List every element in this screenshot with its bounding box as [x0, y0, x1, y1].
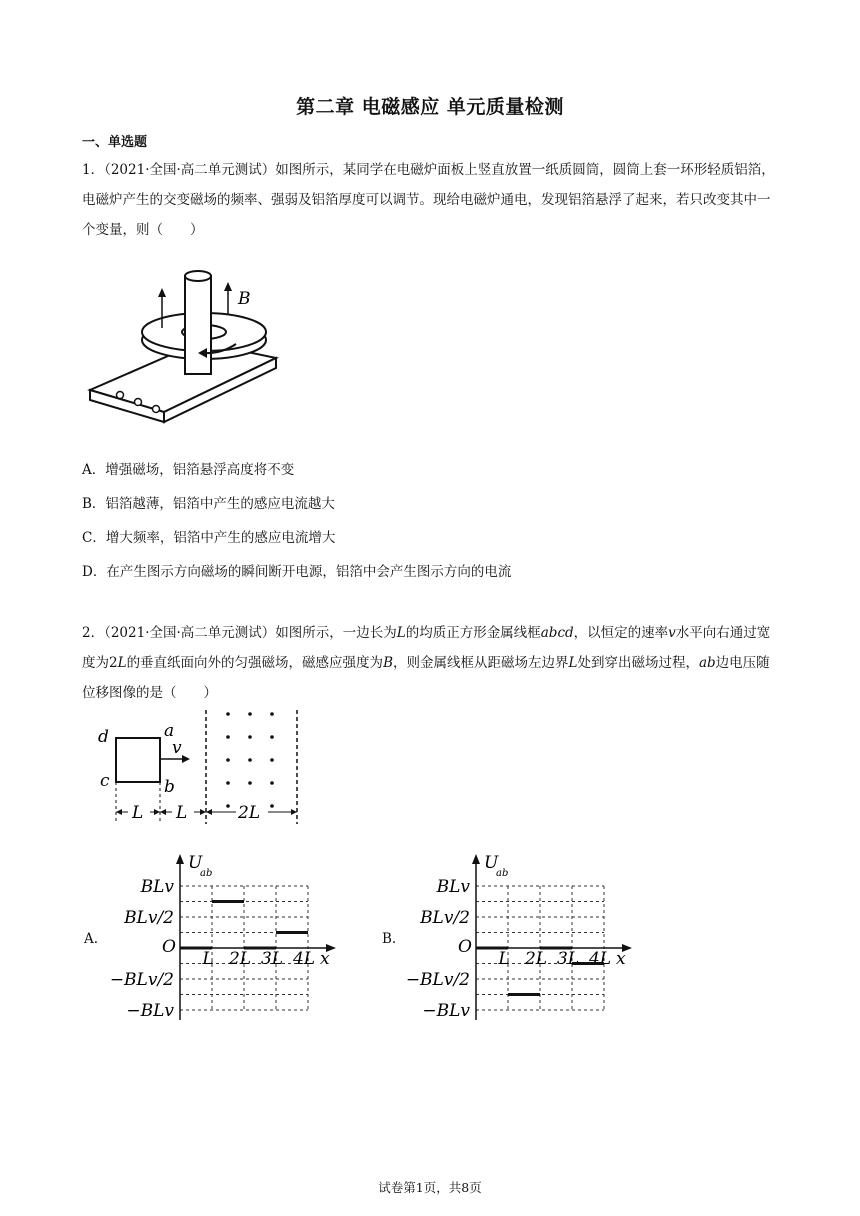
- origin-label: O: [162, 937, 176, 957]
- x-tick-label: L: [498, 949, 510, 969]
- y-axis-label: U: [188, 853, 203, 873]
- loop-field-figure: [92, 700, 312, 830]
- y-tick-label: BLv: [140, 877, 174, 897]
- corner-c: c: [100, 771, 110, 791]
- page-footer: 试卷第1页，共8页: [378, 1180, 482, 1195]
- field-dots: [226, 712, 274, 808]
- dim-L-1: L: [132, 803, 144, 823]
- corner-b: b: [164, 777, 175, 797]
- x-tick-label: 3L: [260, 949, 284, 969]
- q2-option-a-label: A.: [84, 931, 99, 947]
- velocity-label: v: [172, 738, 182, 758]
- x-tick-label: 4L: [292, 949, 316, 969]
- x-tick-label: 2L: [524, 949, 548, 969]
- x-tick-label: 4L: [588, 949, 612, 969]
- y-tick-label: −BLv/2: [109, 970, 174, 990]
- y-tick-label: BLv/2: [124, 908, 174, 928]
- q2-option-a-graph: [108, 852, 338, 1024]
- y-axis-label: U: [484, 853, 499, 873]
- y-tick-label: −BLv/2: [405, 970, 470, 990]
- question-1-text: 1．（2021·全国·高二单元测试）如图所示，某同学在电磁炉面板上竖直放置一纸质圆筒，圆筒上套一环形轻质铝箔，电磁炉产生的交变磁场的频率、强弱及铝箔厚度可以调节。现给电磁炉通电，发现铝箔悬浮了起来，若只改变其中一个变量，则（ ）: [82, 162, 775, 238]
- x-tick-label: 2L: [228, 949, 252, 969]
- y-tick-label: −BLv: [422, 1001, 470, 1021]
- x-axis-label: x: [320, 949, 330, 969]
- x-tick-label: L: [202, 949, 214, 969]
- origin-label: O: [458, 937, 472, 957]
- x-axis-label: x: [616, 949, 626, 969]
- induction-cooker-figure: [86, 262, 286, 438]
- dim-L-2: L: [176, 803, 188, 823]
- y-axis-arrow: [472, 854, 480, 864]
- y-axis-arrow: [176, 854, 184, 864]
- y-axis-sub: ab: [200, 868, 213, 879]
- dim-2L: 2L: [238, 803, 261, 823]
- corner-d: d: [98, 727, 109, 747]
- y-axis-sub: ab: [496, 868, 509, 879]
- q2-option-b-graph: [404, 852, 640, 1024]
- x-tick-label: 3L: [556, 949, 580, 969]
- corner-a: a: [164, 721, 175, 741]
- label-B: B: [238, 289, 251, 309]
- q1-option-d: D．在产生图示方向磁场的瞬间断开电源，铝箔中会产生图示方向的电流: [82, 564, 512, 580]
- y-tick-label: −BLv: [126, 1001, 174, 1021]
- section-heading: 一、单选题: [82, 135, 148, 150]
- q1-option-a: A．增强磁场，铝箔悬浮高度将不变: [82, 462, 295, 478]
- y-tick-label: BLv/2: [420, 908, 470, 928]
- y-tick-label: BLv: [436, 877, 470, 897]
- q1-option-c: C．增大频率，铝箔中产生的感应电流增大: [82, 530, 336, 546]
- q1-option-b: B．铝箔越薄，铝箔中产生的感应电流越大: [82, 496, 335, 512]
- q2-option-b-label: B.: [382, 931, 397, 947]
- question-2-text: 2．（2021·全国·高二单元测试）如图所示，一边长为L的均质正方形金属线框abcd，以恒定的速率v水平向右通过宽度为2L的垂直纸面向外的匀强磁场，磁感应强度为B，则金属线框从距磁场左边界L处到穿出磁场过程，ab边电压随位移图像的是（ ）: [82, 625, 771, 701]
- page-title: 第二章 电磁感应 单元质量检测: [296, 96, 564, 118]
